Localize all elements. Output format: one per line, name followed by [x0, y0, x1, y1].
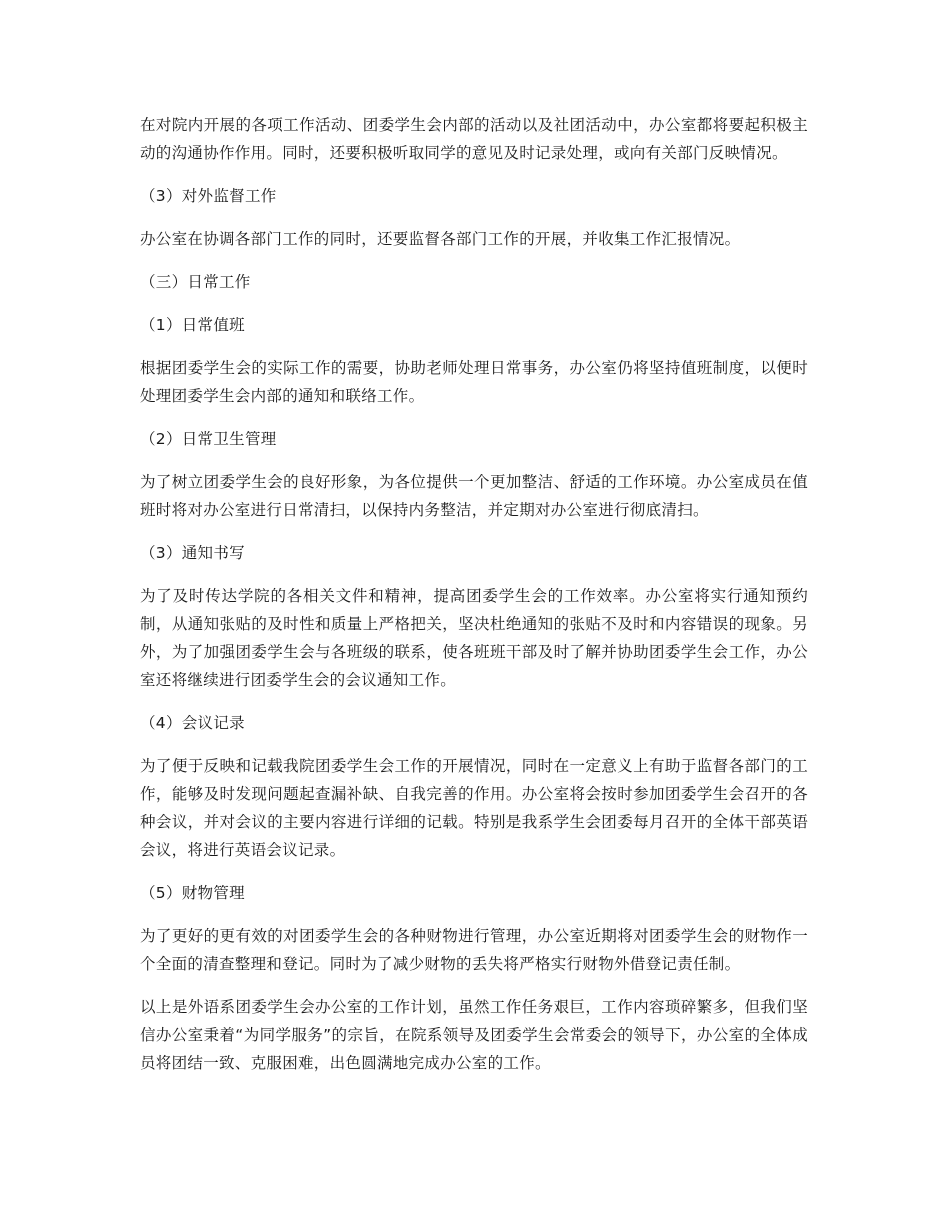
- heading-hygiene: （2）日常卫生管理: [140, 430, 277, 448]
- heading-daily-work: （三）日常工作: [140, 273, 251, 291]
- heading-notice-writing: （3）通知书写: [140, 544, 245, 562]
- paragraph-property-management: 为了更好的更有效的对团委学生会的各种财物进行管理，办公室近期将对团委学生会的财物作一个全面的清查整理和登记。同时为了减少财物的丢失将严格实行财物外借登记责任制。: [140, 927, 808, 973]
- paragraph-supervision: 办公室在协调各部门工作的同时，还要监督各部门工作的开展，并收集工作汇报情况。: [140, 230, 741, 248]
- paragraph-daily-duty: 根据团委学生会的实际工作的需要，协助老师处理日常事务，办公室仍将坚持值班制度，以便时处理团委学生会内部的通知和联络工作。: [140, 359, 808, 405]
- heading-property-management: （5）财物管理: [140, 884, 245, 902]
- heading-external-supervision: （3）对外监督工作: [140, 187, 277, 205]
- paragraph-hygiene: 为了树立团委学生会的良好形象，为各位提供一个更加整洁、舒适的工作环境。办公室成员在值班时将对办公室进行日常清扫，以保持内务整洁，并定期对办公室进行彻底清扫。: [140, 473, 808, 519]
- paragraph-notice-writing: 为了及时传达学院的各相关文件和精神，提高团委学生会的工作效率。办公室将实行通知预约制，从通知张贴的及时性和质量上严格把关，坚决杜绝通知的张贴不及时和内容错误的现象。另外，为了加强团委学生会与各班级的联系，使各班班干部及时了解并协助团委学生会工作，办公室还将继续进行团委学生会的会议通知工作。: [140, 587, 808, 689]
- paragraph-conclusion: 以上是外语系团委学生会办公室的工作计划，虽然工作任务艰巨，工作内容琐碎繁多，但我们坚信办公室秉着“为同学服务”的宗旨，在院系领导及团委学生会常委会的领导下，办公室的全体成员将团结一致、克服困难，出色圆满地完成办公室的工作。: [140, 998, 808, 1072]
- heading-meeting-records: （4）会议记录: [140, 714, 245, 732]
- document-page: [140, 111, 808, 1092]
- paragraph-communication: 在对院内开展的各项工作活动、团委学生会内部的活动以及社团活动中，办公室都将要起积极主动的沟通协作作用。同时，还要积极听取同学的意见及时记录处理，或向有关部门反映情况。: [140, 116, 808, 162]
- paragraph-meeting-records: 为了便于反映和记载我院团委学生会工作的开展情况，同时在一定意义上有助于监督各部门的工作，能够及时发现问题起查漏补缺、自我完善的作用。办公室将会按时参加团委学生会召开的各种会议，并对会议的主要内容进行详细的记载。特别是我系学生会团委每月召开的全体干部英语会议，将进行英语会议记录。: [140, 757, 808, 859]
- heading-daily-duty: （1）日常值班: [140, 316, 245, 334]
